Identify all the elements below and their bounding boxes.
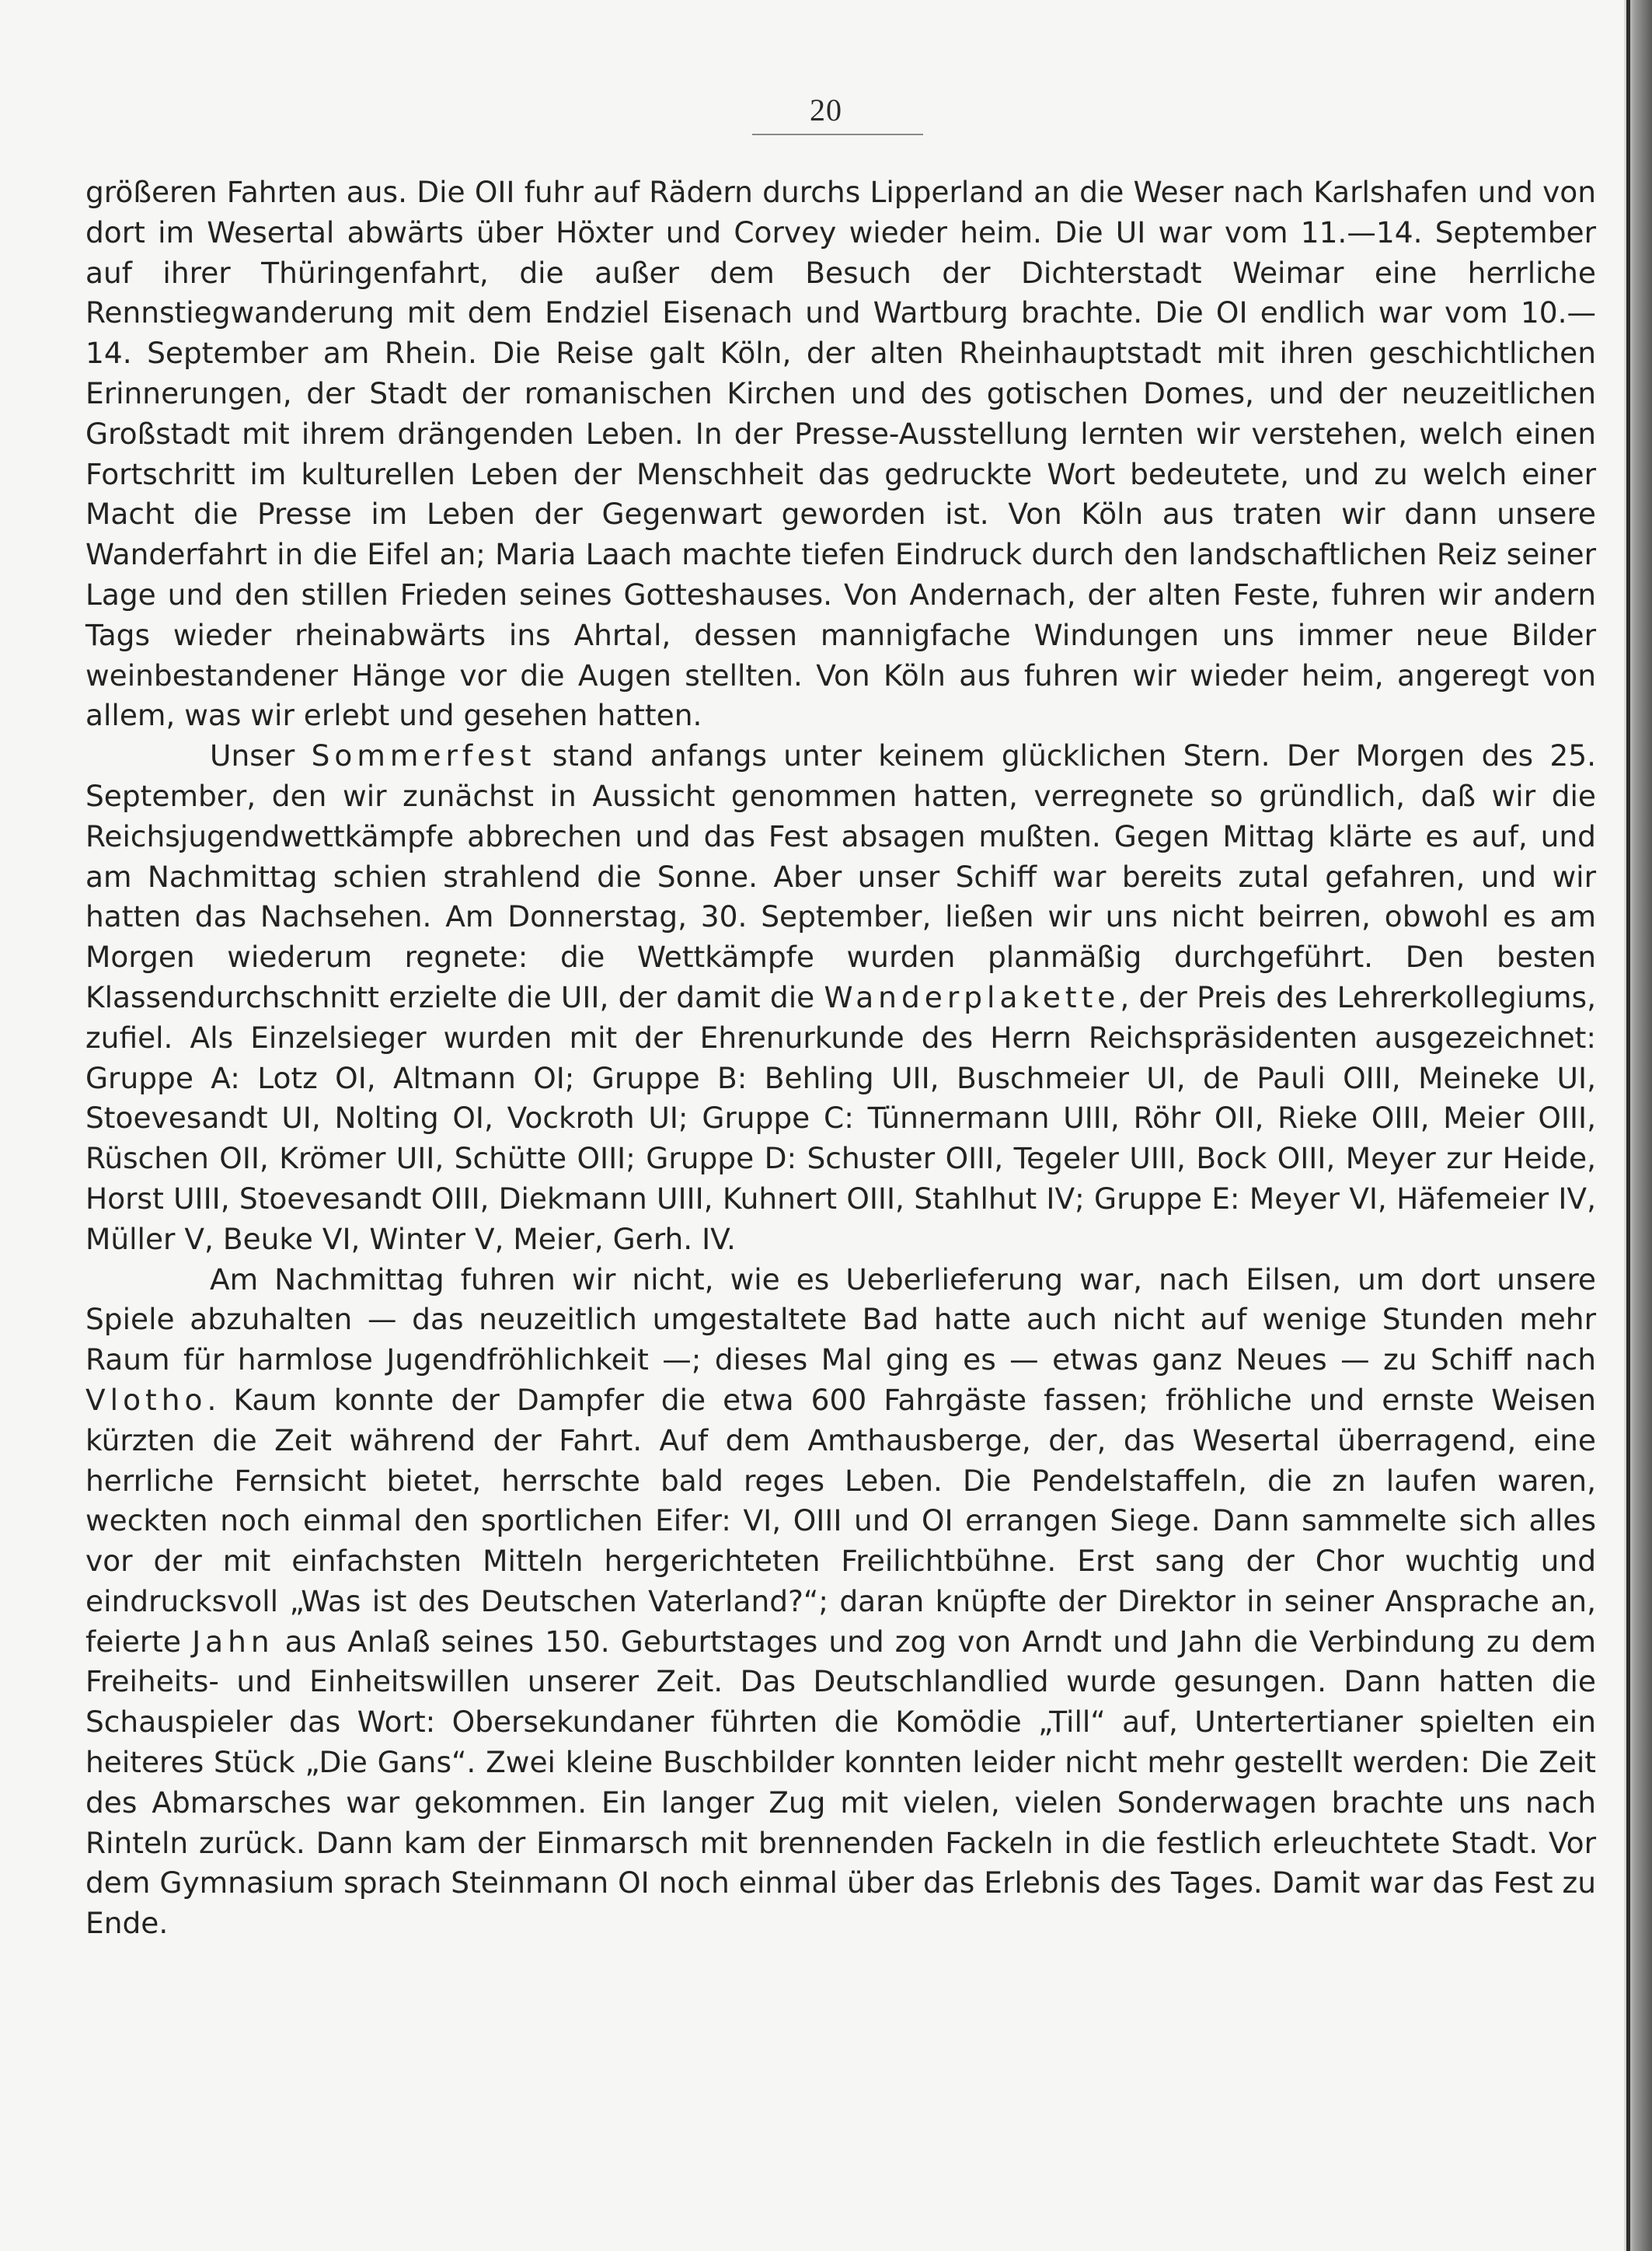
emphasis-wanderplakette: Wanderplakette bbox=[824, 979, 1121, 1014]
paragraph-text: stand anfangs unter keinem glücklichen Stern. Der Morgen des 25. September, den wir zunächst in Aussicht genommen hatten, verregnete so gründlich, daß wir die Reichsjugendwettkämpfe abbrechen und das Fest absagen mußten. Gegen Mittag klärte es auf, und am Nachmittag schien strahlend die Sonne. Aber unser Schiff war bereits zutal gefahren, und wir hatten das Nachsehen. Am Donnerstag, 30. September, ließen wir uns nicht beirren, obwohl es am Morgen wiederum regnete: die Wettkämpfe wurden planmäßig durchgeführt. Den besten Klassendurchschnitt erzielte die UII, der damit die bbox=[85, 738, 1597, 1014]
page-edge-line bbox=[1626, 0, 1630, 2251]
paragraph-text: . Kaum konnte der Dampfer die etwa 600 Fahrgäste fassen; fröhliche und ernste Weisen kürzten die Zeit während der Fahrt. Auf dem Amthausberge, der, das Wesertal überragend, eine herrliche Fernsicht bietet, herrschte bald reges Leben. Die Pendelstaffeln, die zn laufen waren, weckten noch einmal den sportlichen Eifer: VI, OIII und OI errangen Siege. Dann sammelte sich alles vor der mit einfachsten Mitteln hergerichteten Freilichtbühne. Erst sang der Chor wuchtig und eindrucksvoll „Was ist des Deutschen Vaterland?“; daran knüpfte der Direktor in seiner Ansprache an, feierte bbox=[85, 1382, 1596, 1659]
paragraph-text: Unser bbox=[210, 738, 295, 773]
page-number-rule bbox=[752, 134, 923, 135]
emphasis-sommerfest: Sommerfest bbox=[311, 738, 536, 773]
body-text bbox=[85, 173, 1596, 1944]
emphasis-jahn: Jahn bbox=[192, 1624, 274, 1659]
emphasis-vlotho: Vlotho bbox=[85, 1382, 207, 1417]
paragraph-class-trips: größeren Fahrten aus. Die OII fuhr auf Rädern durchs Lipperland an die Weser nach Karlshafen und von dort im Wesertal abwärts über Höxter und Corvey wieder heim. Die UI war vom 11.—14. September auf ihrer Thüringenfahrt, die außer dem Besuch der Dichterstadt Weimar eine herrliche Rennstiegwanderung mit dem Endziel Eisenach und Wartburg brachte. Die OI endlich war vom 10.—14. September am Rhein. Die Reise galt Köln, der alten Rheinhauptstadt mit ihren geschichtlichen Erinnerungen, der Stadt der romanischen Kirchen und des gotischen Domes, und der neuzeitlichen Großstadt mit ihrem drängenden Leben. In der Presse-Ausstellung lernten wir verstehen, welch einen Fortschritt im kulturellen Leben der Menschheit das gedruckte Wort bedeutete, und zu welch einer Macht die Presse im Leben der Gegenwart geworden ist. Von Köln aus traten wir dann unsere Wanderfahrt in die Eifel an; Maria Laach machte tiefen Eindruck durch den landschaftlichen Reiz seiner Lage und den stillen Frieden seines Gotteshauses. Von Andernach, der alten Feste, fuhren wir andern Tags wieder rheinabwärts ins Ahrtal, dessen mannigfache Windungen uns immer neue Bilder weinbestandener Hänge vor die Augen stellten. Von Köln aus fuhren wir wieder heim, angeregt von allem, was wir erlebt und gesehen hatten. bbox=[85, 175, 1596, 733]
paragraph-afternoon-trip bbox=[85, 1260, 1596, 1945]
paragraph-text: , der Preis des Lehrerkollegiums, zufiel. Als Einzelsieger wurden mit der Ehrenurkunde des Herrn Reichspräsidenten ausgezeichnet: Gruppe A: Lotz OI, Altmann OI; Gruppe B: Behling UII, Buschmeier UI, de Pauli OIII, Meineke UI, Stoevesandt UI, Nolting OI, Vockroth UI; Gruppe C: Tünnermann UIII, Röhr OII, Rieke OIII, Meier OIII, Rüschen OII, Krömer UII, Schütte OIII; Gruppe D: Schuster OIII, Tegeler UIII, Bock OIII, Meyer zur Heide, Horst UIII, Stoevesandt OIII, Diekmann UIII, Kuhnert OIII, Stahlhut IV; Gruppe E: Meyer VI, Häfemeier IV, Müller V, Beuke VI, Winter V, Meier, Gerh. IV. bbox=[85, 979, 1597, 1256]
paragraph-text: Am Nachmittag fuhren wir nicht, wie es Ueberlieferung war, nach Eilsen, um dort unsere Spiele abzuhalten — das neuzeitlich umgestaltete Bad hatte auch nicht auf wenige Stunden mehr Raum für harmlose Jugendfröhlichkeit —; dieses Mal ging es — etwas ganz Neues — zu Schiff nach bbox=[85, 1262, 1596, 1377]
paragraph-sommerfest bbox=[85, 736, 1596, 1259]
paragraph-text: aus Anlaß seines 150. Geburtstages und zog von Arndt und Jahn die Verbindung zu dem Freiheits- und Einheitswillen unserer Zeit. Das Deutschlandlied wurde gesungen. Dann hatten die Schauspieler das Wort: Obersekundaner führten die Komödie „Till“ auf, Untertertianer spielten ein heiteres Stück „Die Gans“. Zwei kleine Buschbilder konnten leider nicht mehr gestellt werden: Die Zeit des Abmarsches war gekommen. Ein langer Zug mit vielen, vielen Sonderwagen brachte uns nach Rinteln zurück. Dann kam der Einmarsch mit brennenden Fackeln in die festlich erleuchtete Stadt. Vor dem Gymnasium sprach Steinmann OI noch einmal über das Erlebnis des Tages. Damit war das Fest zu Ende. bbox=[85, 1624, 1597, 1941]
page-number: 20 bbox=[810, 92, 842, 127]
